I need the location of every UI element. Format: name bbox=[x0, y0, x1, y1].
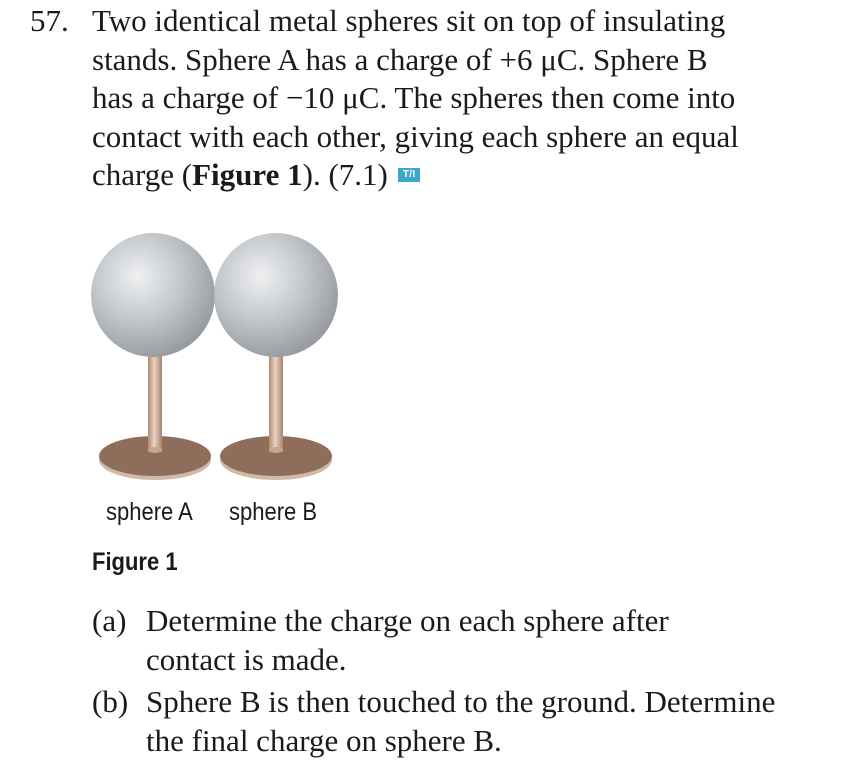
stem-line: Two identical metal spheres sit on top of insulating bbox=[92, 3, 726, 38]
stand-a bbox=[99, 348, 211, 480]
stem-text: ). (7.1) bbox=[302, 157, 388, 192]
part-marker: (a) bbox=[92, 603, 127, 638]
part-line: Determine the charge on each sphere after bbox=[146, 603, 669, 638]
stem-text: charge ( bbox=[92, 157, 193, 192]
stand-post bbox=[148, 348, 162, 452]
stem-line: stands. Sphere A has a charge of +6 μC. Sphere B bbox=[92, 41, 708, 77]
figure-reference: Figure 1 bbox=[192, 157, 303, 192]
stem-line: has a charge of −10 μC. The spheres then come into bbox=[92, 80, 736, 115]
question-stem bbox=[92, 2, 812, 195]
part-line: Sphere B is then touched to the ground. Determine bbox=[146, 684, 776, 719]
skill-badge: T/I bbox=[398, 168, 421, 182]
part-line: the final charge on sphere B. bbox=[146, 722, 502, 758]
sphere-a-label: sphere A bbox=[106, 498, 193, 526]
sphere-b-label: sphere B bbox=[229, 498, 318, 526]
stem-last-line bbox=[92, 156, 812, 195]
sphere-b bbox=[214, 233, 338, 357]
part-text bbox=[146, 683, 826, 760]
sphere-a bbox=[91, 233, 215, 357]
question-number: 57. bbox=[30, 3, 69, 38]
part-marker: (b) bbox=[92, 684, 129, 719]
post-foot bbox=[269, 447, 283, 453]
stand-b bbox=[220, 348, 332, 480]
stem-line: contact with each other, giving each sphere an equal bbox=[92, 118, 739, 154]
figure-illustration bbox=[85, 228, 355, 488]
part-text bbox=[146, 602, 826, 679]
figure-caption: Figure 1 bbox=[92, 548, 178, 576]
post-foot bbox=[148, 447, 162, 453]
part-line: contact is made. bbox=[146, 641, 347, 677]
stand-post bbox=[269, 348, 283, 452]
